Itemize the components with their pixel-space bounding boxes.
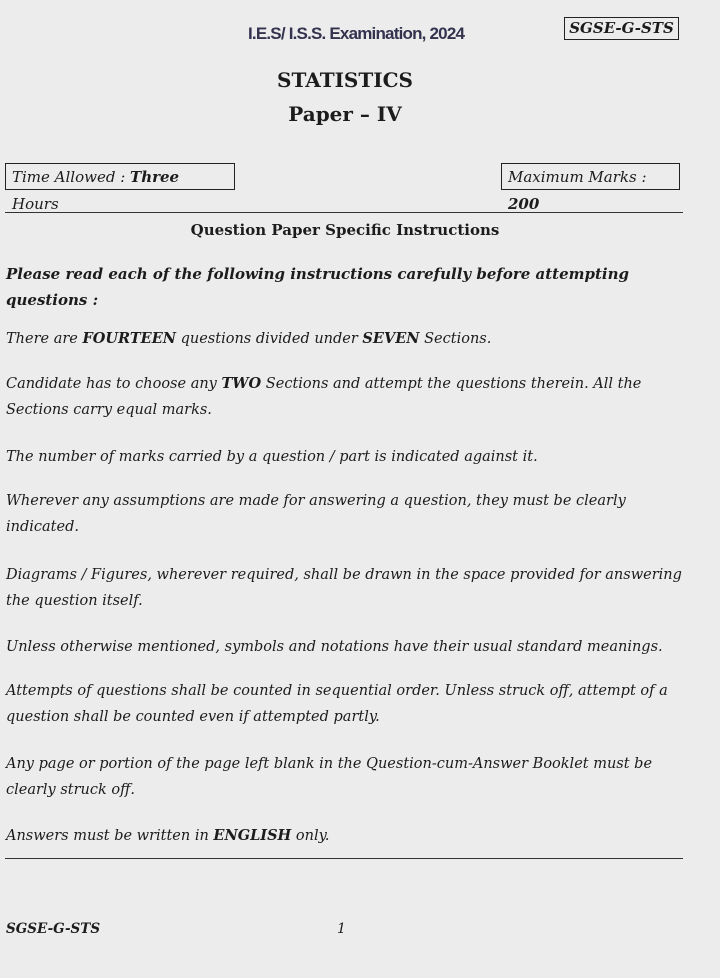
instruction-3: The number of marks carried by a question / part is indicated against it. (6, 449, 538, 465)
instruction-5: Diagrams / Figures, wherever required, shall be drawn in the space provided for answering the question itself. (6, 567, 682, 609)
maximum-marks-box (501, 163, 680, 213)
instruction-9 (6, 823, 696, 849)
instruction-2 (6, 371, 696, 423)
time-label: Time Allowed : (12, 168, 131, 186)
top-divider (5, 212, 683, 213)
instruction-emphasis: SEVEN (362, 330, 420, 347)
instruction-1 (6, 326, 696, 352)
instruction-6: Unless otherwise mentioned, symbols and notations have their usual standard meanings. (6, 639, 663, 655)
footer-paper-code: SGSE-G-STS (6, 921, 101, 937)
time-allowed-box (5, 163, 235, 213)
time-unit: Hours (12, 195, 59, 213)
subject-title: STATISTICS (277, 68, 413, 92)
instruction-text: questions divided under (176, 331, 363, 347)
instruction-emphasis: ENGLISH (213, 827, 292, 844)
paper-code-box: SGSE-G-STS (564, 17, 679, 40)
exam-stamp: I.E.S/ I.S.S. Examination, 2024 (248, 24, 465, 43)
paper-title: Paper – IV (288, 102, 402, 126)
page-number: 1 (337, 921, 346, 937)
instruction-8: Any page or portion of the page left blank in the Question-cum-Answer Booklet must be clearly struck off. (6, 756, 653, 798)
instruction-emphasis: TWO (221, 375, 262, 392)
instruction-emphasis: FOURTEEN (82, 330, 176, 347)
instructions-heading: Question Paper Specific Instructions (190, 221, 500, 239)
bottom-divider (5, 858, 683, 859)
instruction-text: only. (291, 828, 330, 844)
instruction-text: Candidate has to choose any (6, 376, 222, 392)
instruction-4: Wherever any assumptions are made for answering a question, they must be clearly indicated. (6, 493, 626, 535)
instructions-intro: Please read each of the following instructions carefully before attempting questions : (6, 265, 629, 309)
time-value: Three (130, 168, 180, 186)
marks-label: Maximum Marks : (508, 168, 647, 186)
instruction-text: There are (6, 331, 83, 347)
marks-value: 200 (508, 195, 540, 213)
instruction-text: Answers must be written in (6, 828, 214, 844)
instruction-text: Sections and attempt the questions therein. All the Sections carry equal marks. (6, 376, 642, 418)
instruction-text: Sections. (419, 331, 492, 347)
instruction-7: Attempts of questions shall be counted in sequential order. Unless struck off, attempt of a question shall be counted even if attempted partly. (6, 683, 668, 725)
